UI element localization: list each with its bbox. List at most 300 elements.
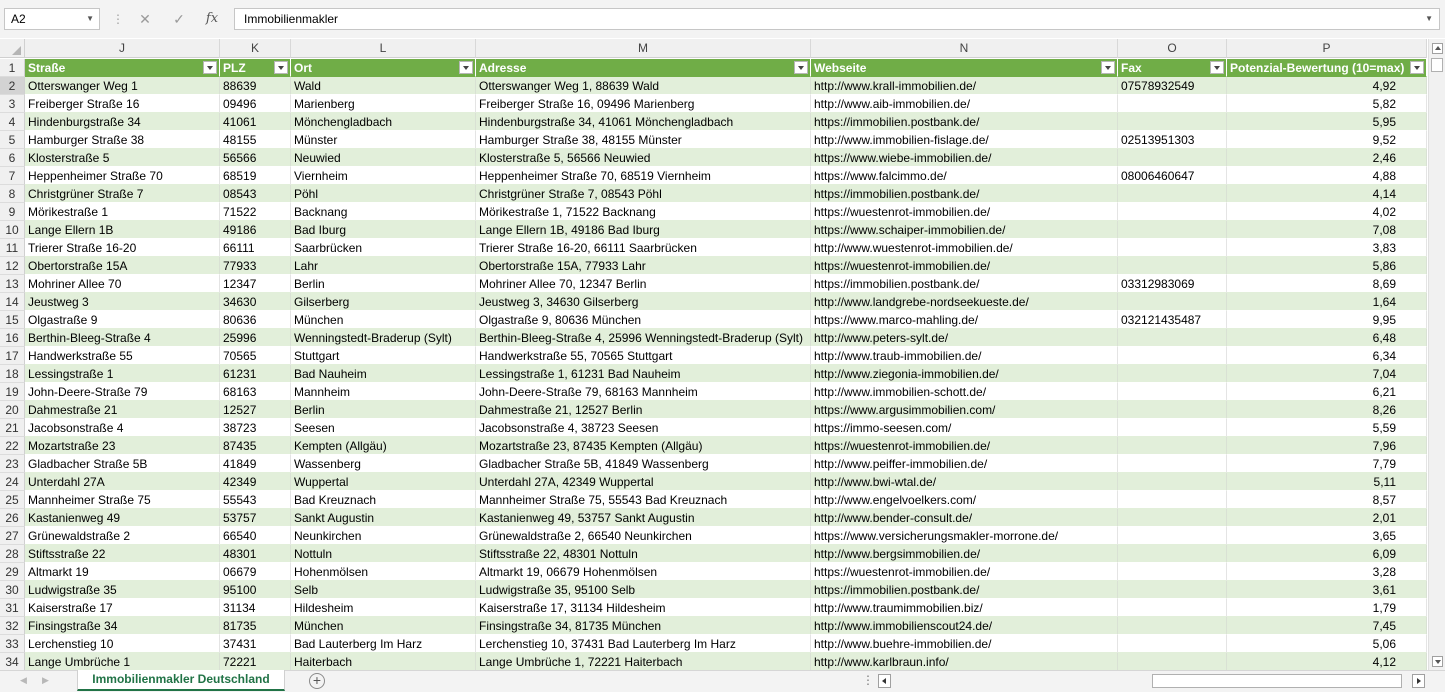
table-cell[interactable]: 08543 bbox=[220, 185, 291, 203]
table-cell[interactable] bbox=[1118, 149, 1227, 167]
table-cell[interactable] bbox=[1118, 221, 1227, 239]
table-cell[interactable]: Mohriner Allee 70 bbox=[25, 275, 220, 293]
table-cell[interactable]: 4,12 bbox=[1227, 653, 1427, 671]
table-cell[interactable]: Mannheim bbox=[291, 383, 476, 401]
table-cell[interactable] bbox=[1118, 509, 1227, 527]
column-header-p[interactable]: P bbox=[1227, 39, 1427, 58]
table-cell[interactable] bbox=[1118, 599, 1227, 617]
row-number[interactable]: 25 bbox=[0, 491, 25, 509]
table-cell[interactable]: https://www.falcimmo.de/ bbox=[811, 167, 1118, 185]
table-cell[interactable]: Berthin-Bleeg-Straße 4 bbox=[25, 329, 220, 347]
table-cell[interactable] bbox=[1118, 293, 1227, 311]
row-number[interactable]: 33 bbox=[0, 635, 25, 653]
column-header-l[interactable]: L bbox=[291, 39, 476, 58]
table-cell[interactable]: 49186 bbox=[220, 221, 291, 239]
table-cell[interactable] bbox=[1118, 329, 1227, 347]
table-cell[interactable]: Bad Kreuznach bbox=[291, 491, 476, 509]
table-cell[interactable]: Trierer Straße 16-20 bbox=[25, 239, 220, 257]
table-cell[interactable]: 9,52 bbox=[1227, 131, 1427, 149]
table-cell[interactable] bbox=[1118, 653, 1227, 671]
table-cell[interactable]: 5,86 bbox=[1227, 257, 1427, 275]
table-cell[interactable]: Kaiserstraße 17, 31134 Hildesheim bbox=[476, 599, 811, 617]
table-cell[interactable]: 8,26 bbox=[1227, 401, 1427, 419]
table-cell[interactable]: Jeustweg 3 bbox=[25, 293, 220, 311]
table-cell[interactable]: https://www.marco-mahling.de/ bbox=[811, 311, 1118, 329]
table-cell[interactable] bbox=[1118, 113, 1227, 131]
table-cell[interactable]: Altmarkt 19, 06679 Hohenmölsen bbox=[476, 563, 811, 581]
table-cell[interactable]: http://www.bergsimmobilien.de/ bbox=[811, 545, 1118, 563]
table-cell[interactable]: Backnang bbox=[291, 203, 476, 221]
table-cell[interactable]: 8,69 bbox=[1227, 275, 1427, 293]
table-cell[interactable]: Unterdahl 27A bbox=[25, 473, 220, 491]
table-cell[interactable]: Seesen bbox=[291, 419, 476, 437]
table-cell[interactable]: 4,14 bbox=[1227, 185, 1427, 203]
table-cell[interactable]: Mohriner Allee 70, 12347 Berlin bbox=[476, 275, 811, 293]
table-cell[interactable]: Lerchenstieg 10 bbox=[25, 635, 220, 653]
row-number[interactable]: 4 bbox=[0, 113, 25, 131]
filter-dropdown-icon[interactable] bbox=[794, 61, 808, 74]
filter-dropdown-icon[interactable] bbox=[1410, 61, 1424, 74]
table-cell[interactable]: 88639 bbox=[220, 77, 291, 95]
table-cell[interactable]: Kempten (Allgäu) bbox=[291, 437, 476, 455]
header-cell[interactable] bbox=[811, 59, 1118, 77]
table-cell[interactable]: Lessingstraße 1 bbox=[25, 365, 220, 383]
table-cell[interactable]: Hamburger Straße 38, 48155 Münster bbox=[476, 131, 811, 149]
column-header-o[interactable]: O bbox=[1118, 39, 1227, 58]
table-cell[interactable]: 3,28 bbox=[1227, 563, 1427, 581]
table-cell[interactable]: München bbox=[291, 311, 476, 329]
row-number[interactable]: 19 bbox=[0, 383, 25, 401]
row-number[interactable]: 24 bbox=[0, 473, 25, 491]
table-cell[interactable]: Ludwigstraße 35, 95100 Selb bbox=[476, 581, 811, 599]
table-cell[interactable] bbox=[1118, 581, 1227, 599]
table-cell[interactable]: 7,79 bbox=[1227, 455, 1427, 473]
row-number[interactable]: 6 bbox=[0, 149, 25, 167]
table-cell[interactable]: https://wuestenrot-immobilien.de/ bbox=[811, 257, 1118, 275]
table-cell[interactable]: Christgrüner Straße 7, 08543 Pöhl bbox=[476, 185, 811, 203]
table-cell[interactable]: 3,65 bbox=[1227, 527, 1427, 545]
filter-dropdown-icon[interactable] bbox=[459, 61, 473, 74]
table-cell[interactable]: https://immobilien.postbank.de/ bbox=[811, 275, 1118, 293]
table-cell[interactable]: 2,01 bbox=[1227, 509, 1427, 527]
table-cell[interactable] bbox=[1118, 95, 1227, 113]
row-number[interactable]: 28 bbox=[0, 545, 25, 563]
row-number[interactable]: 9 bbox=[0, 203, 25, 221]
vertical-scrollbar[interactable] bbox=[1428, 39, 1445, 670]
table-cell[interactable]: Freiberger Straße 16, 09496 Marienberg bbox=[476, 95, 811, 113]
table-cell[interactable] bbox=[1118, 401, 1227, 419]
enter-icon[interactable]: ✓ bbox=[173, 11, 185, 27]
table-cell[interactable] bbox=[1118, 527, 1227, 545]
table-cell[interactable]: Otterswanger Weg 1 bbox=[25, 77, 220, 95]
table-cell[interactable] bbox=[1118, 383, 1227, 401]
table-cell[interactable]: 48301 bbox=[220, 545, 291, 563]
table-cell[interactable]: Finsingstraße 34, 81735 München bbox=[476, 617, 811, 635]
vertical-scroll-thumb[interactable] bbox=[1431, 58, 1443, 72]
table-cell[interactable]: Kastanienweg 49, 53757 Sankt Augustin bbox=[476, 509, 811, 527]
table-cell[interactable]: John-Deere-Straße 79, 68163 Mannheim bbox=[476, 383, 811, 401]
table-cell[interactable]: 66540 bbox=[220, 527, 291, 545]
row-number[interactable]: 32 bbox=[0, 617, 25, 635]
table-cell[interactable]: Neunkirchen bbox=[291, 527, 476, 545]
table-cell[interactable]: 80636 bbox=[220, 311, 291, 329]
scroll-left-icon[interactable] bbox=[878, 674, 891, 688]
table-cell[interactable]: Gilserberg bbox=[291, 293, 476, 311]
table-cell[interactable] bbox=[1118, 545, 1227, 563]
table-cell[interactable]: http://www.peiffer-immobilien.de/ bbox=[811, 455, 1118, 473]
table-cell[interactable]: 7,96 bbox=[1227, 437, 1427, 455]
table-cell[interactable]: Hindenburgstraße 34 bbox=[25, 113, 220, 131]
row-number[interactable]: 7 bbox=[0, 167, 25, 185]
table-cell[interactable]: 38723 bbox=[220, 419, 291, 437]
row-number[interactable]: 31 bbox=[0, 599, 25, 617]
table-cell[interactable]: Lange Umbrüche 1 bbox=[25, 653, 220, 671]
table-cell[interactable]: http://www.traumimmobilien.biz/ bbox=[811, 599, 1118, 617]
table-cell[interactable]: 5,11 bbox=[1227, 473, 1427, 491]
table-cell[interactable]: Wassenberg bbox=[291, 455, 476, 473]
column-header-j[interactable]: J bbox=[25, 39, 220, 58]
table-cell[interactable] bbox=[1118, 437, 1227, 455]
table-cell[interactable]: Bad Nauheim bbox=[291, 365, 476, 383]
table-cell[interactable]: Grünewaldstraße 2 bbox=[25, 527, 220, 545]
table-cell[interactable]: 41849 bbox=[220, 455, 291, 473]
column-header-k[interactable]: K bbox=[220, 39, 291, 58]
table-cell[interactable]: Bad Lauterberg Im Harz bbox=[291, 635, 476, 653]
table-cell[interactable]: http://www.landgrebe-nordseekueste.de/ bbox=[811, 293, 1118, 311]
table-cell[interactable]: http://www.immobilienscout24.de/ bbox=[811, 617, 1118, 635]
row-number[interactable]: 11 bbox=[0, 239, 25, 257]
row-number[interactable]: 20 bbox=[0, 401, 25, 419]
table-cell[interactable]: 6,34 bbox=[1227, 347, 1427, 365]
table-cell[interactable]: 2,46 bbox=[1227, 149, 1427, 167]
table-cell[interactable]: Marienberg bbox=[291, 95, 476, 113]
filter-dropdown-icon[interactable] bbox=[1210, 61, 1224, 74]
table-cell[interactable]: 61231 bbox=[220, 365, 291, 383]
filter-dropdown-icon[interactable] bbox=[1101, 61, 1115, 74]
row-number[interactable]: 34 bbox=[0, 653, 25, 671]
table-cell[interactable]: 72221 bbox=[220, 653, 291, 671]
table-cell[interactable]: 31134 bbox=[220, 599, 291, 617]
table-cell[interactable] bbox=[1118, 635, 1227, 653]
table-cell[interactable]: 55543 bbox=[220, 491, 291, 509]
table-cell[interactable]: https://www.wiebe-immobilien.de/ bbox=[811, 149, 1118, 167]
table-cell[interactable]: 06679 bbox=[220, 563, 291, 581]
table-cell[interactable]: Selb bbox=[291, 581, 476, 599]
row-number[interactable]: 18 bbox=[0, 365, 25, 383]
table-cell[interactable]: Otterswanger Weg 1, 88639 Wald bbox=[476, 77, 811, 95]
table-cell[interactable]: Lange Ellern 1B bbox=[25, 221, 220, 239]
table-cell[interactable] bbox=[1118, 617, 1227, 635]
table-cell[interactable]: 08006460647 bbox=[1118, 167, 1227, 185]
column-header-n[interactable]: N bbox=[811, 39, 1118, 58]
table-cell[interactable]: Wuppertal bbox=[291, 473, 476, 491]
table-cell[interactable]: Unterdahl 27A, 42349 Wuppertal bbox=[476, 473, 811, 491]
table-cell[interactable]: Viernheim bbox=[291, 167, 476, 185]
table-cell[interactable]: 68519 bbox=[220, 167, 291, 185]
table-cell[interactable]: https://immobilien.postbank.de/ bbox=[811, 113, 1118, 131]
table-cell[interactable]: Mannheimer Straße 75 bbox=[25, 491, 220, 509]
row-number[interactable]: 23 bbox=[0, 455, 25, 473]
table-cell[interactable]: Lange Ellern 1B, 49186 Bad Iburg bbox=[476, 221, 811, 239]
table-cell[interactable]: Mörikestraße 1, 71522 Backnang bbox=[476, 203, 811, 221]
formula-input[interactable] bbox=[234, 8, 1440, 30]
table-cell[interactable]: Obertorstraße 15A, 77933 Lahr bbox=[476, 257, 811, 275]
table-cell[interactable]: Christgrüner Straße 7 bbox=[25, 185, 220, 203]
table-cell[interactable]: Hamburger Straße 38 bbox=[25, 131, 220, 149]
table-cell[interactable]: 5,95 bbox=[1227, 113, 1427, 131]
table-cell[interactable] bbox=[1118, 239, 1227, 257]
table-cell[interactable]: 34630 bbox=[220, 293, 291, 311]
table-cell[interactable] bbox=[1118, 473, 1227, 491]
name-box[interactable] bbox=[4, 8, 100, 30]
table-cell[interactable]: Olgastraße 9, 80636 München bbox=[476, 311, 811, 329]
table-cell[interactable]: https://www.versicherungsmakler-morrone.de/ bbox=[811, 527, 1118, 545]
table-cell[interactable]: http://www.peters-sylt.de/ bbox=[811, 329, 1118, 347]
header-cell[interactable] bbox=[291, 59, 476, 77]
table-cell[interactable]: Saarbrücken bbox=[291, 239, 476, 257]
table-cell[interactable]: Bad Iburg bbox=[291, 221, 476, 239]
table-cell[interactable] bbox=[1118, 185, 1227, 203]
table-cell[interactable]: 09496 bbox=[220, 95, 291, 113]
table-cell[interactable]: Haiterbach bbox=[291, 653, 476, 671]
horizontal-scrollbar[interactable] bbox=[878, 674, 1426, 689]
table-cell[interactable]: Sankt Augustin bbox=[291, 509, 476, 527]
table-cell[interactable]: 4,92 bbox=[1227, 77, 1427, 95]
row-number[interactable]: 8 bbox=[0, 185, 25, 203]
header-cell[interactable] bbox=[1118, 59, 1227, 77]
table-cell[interactable]: 7,45 bbox=[1227, 617, 1427, 635]
table-cell[interactable]: Nottuln bbox=[291, 545, 476, 563]
table-cell[interactable]: 6,21 bbox=[1227, 383, 1427, 401]
expand-formula-bar-icon[interactable]: ▼ bbox=[1425, 14, 1433, 23]
table-cell[interactable]: Mannheimer Straße 75, 55543 Bad Kreuznach bbox=[476, 491, 811, 509]
table-cell[interactable]: Hindenburgstraße 34, 41061 Mönchengladbach bbox=[476, 113, 811, 131]
table-cell[interactable]: 68163 bbox=[220, 383, 291, 401]
table-cell[interactable] bbox=[1118, 419, 1227, 437]
table-cell[interactable]: Mörikestraße 1 bbox=[25, 203, 220, 221]
table-cell[interactable]: Berthin-Bleeg-Straße 4, 25996 Wenningstedt-Braderup (Sylt) bbox=[476, 329, 811, 347]
table-cell[interactable]: Obertorstraße 15A bbox=[25, 257, 220, 275]
table-cell[interactable]: Stiftsstraße 22, 48301 Nottuln bbox=[476, 545, 811, 563]
table-cell[interactable]: https://immo-seesen.com/ bbox=[811, 419, 1118, 437]
table-cell[interactable]: 4,02 bbox=[1227, 203, 1427, 221]
table-cell[interactable]: Wenningstedt-Braderup (Sylt) bbox=[291, 329, 476, 347]
table-cell[interactable]: http://www.ziegonia-immobilien.de/ bbox=[811, 365, 1118, 383]
row-number[interactable]: 21 bbox=[0, 419, 25, 437]
table-cell[interactable]: https://wuestenrot-immobilien.de/ bbox=[811, 203, 1118, 221]
table-cell[interactable]: Finsingstraße 34 bbox=[25, 617, 220, 635]
table-cell[interactable] bbox=[1118, 203, 1227, 221]
table-cell[interactable]: https://www.schaiper-immobilien.de/ bbox=[811, 221, 1118, 239]
table-cell[interactable]: Gladbacher Straße 5B, 41849 Wassenberg bbox=[476, 455, 811, 473]
table-cell[interactable]: Dahmestraße 21 bbox=[25, 401, 220, 419]
table-cell[interactable]: 87435 bbox=[220, 437, 291, 455]
table-cell[interactable]: Grünewaldstraße 2, 66540 Neunkirchen bbox=[476, 527, 811, 545]
table-cell[interactable]: 42349 bbox=[220, 473, 291, 491]
table-cell[interactable]: http://www.bender-consult.de/ bbox=[811, 509, 1118, 527]
tab-split-handle-icon[interactable]: ⋮ bbox=[862, 673, 875, 687]
sheet-tab-immobilienmakler-deutschland[interactable]: Immobilienmakler Deutschland bbox=[77, 670, 285, 691]
header-cell[interactable] bbox=[220, 59, 291, 77]
row-number[interactable]: 27 bbox=[0, 527, 25, 545]
table-cell[interactable]: Lahr bbox=[291, 257, 476, 275]
table-cell[interactable]: Jeustweg 3, 34630 Gilserberg bbox=[476, 293, 811, 311]
table-cell[interactable]: http://www.engelvoelkers.com/ bbox=[811, 491, 1118, 509]
table-cell[interactable]: 03312983069 bbox=[1118, 275, 1227, 293]
table-cell[interactable] bbox=[1118, 347, 1227, 365]
table-cell[interactable]: http://www.aib-immobilien.de/ bbox=[811, 95, 1118, 113]
table-cell[interactable]: Heppenheimer Straße 70, 68519 Viernheim bbox=[476, 167, 811, 185]
table-cell[interactable]: Lerchenstieg 10, 37431 Bad Lauterberg Im Harz bbox=[476, 635, 811, 653]
horizontal-scroll-thumb[interactable] bbox=[1152, 674, 1402, 688]
header-cell[interactable] bbox=[476, 59, 811, 77]
table-cell[interactable]: Handwerkstraße 55, 70565 Stuttgart bbox=[476, 347, 811, 365]
table-cell[interactable] bbox=[1118, 365, 1227, 383]
table-cell[interactable]: http://www.immobilien-fislage.de/ bbox=[811, 131, 1118, 149]
table-cell[interactable]: Lange Umbrüche 1, 72221 Haiterbach bbox=[476, 653, 811, 671]
table-cell[interactable]: Stiftsstraße 22 bbox=[25, 545, 220, 563]
table-cell[interactable]: John-Deere-Straße 79 bbox=[25, 383, 220, 401]
table-cell[interactable]: 25996 bbox=[220, 329, 291, 347]
table-cell[interactable] bbox=[1118, 563, 1227, 581]
cancel-icon[interactable]: ✕ bbox=[139, 11, 151, 27]
table-cell[interactable]: Münster bbox=[291, 131, 476, 149]
table-cell[interactable]: 12527 bbox=[220, 401, 291, 419]
table-cell[interactable]: Gladbacher Straße 5B bbox=[25, 455, 220, 473]
table-cell[interactable]: Klosterstraße 5 bbox=[25, 149, 220, 167]
table-cell[interactable]: http://www.krall-immobilien.de/ bbox=[811, 77, 1118, 95]
scroll-up-icon[interactable] bbox=[1432, 43, 1443, 54]
row-number[interactable]: 5 bbox=[0, 131, 25, 149]
table-cell[interactable]: Mozartstraße 23 bbox=[25, 437, 220, 455]
add-sheet-icon[interactable]: + bbox=[309, 673, 325, 689]
table-cell[interactable]: Jacobsonstraße 4 bbox=[25, 419, 220, 437]
table-cell[interactable]: https://wuestenrot-immobilien.de/ bbox=[811, 437, 1118, 455]
table-cell[interactable]: 7,08 bbox=[1227, 221, 1427, 239]
table-cell[interactable]: 3,61 bbox=[1227, 581, 1427, 599]
table-cell[interactable]: 1,79 bbox=[1227, 599, 1427, 617]
scroll-right-icon[interactable] bbox=[1412, 674, 1425, 688]
row-number[interactable]: 2 bbox=[0, 77, 25, 95]
table-cell[interactable]: 1,64 bbox=[1227, 293, 1427, 311]
table-cell[interactable]: Hildesheim bbox=[291, 599, 476, 617]
table-cell[interactable]: 07578932549 bbox=[1118, 77, 1227, 95]
select-all-button[interactable] bbox=[0, 39, 25, 58]
column-header-m[interactable]: M bbox=[476, 39, 811, 58]
row-number[interactable]: 3 bbox=[0, 95, 25, 113]
row-number[interactable]: 22 bbox=[0, 437, 25, 455]
previous-sheet-icon[interactable]: ◀ bbox=[20, 675, 27, 685]
table-cell[interactable]: Pöhl bbox=[291, 185, 476, 203]
table-cell[interactable]: 3,83 bbox=[1227, 239, 1427, 257]
table-cell[interactable]: 48155 bbox=[220, 131, 291, 149]
table-cell[interactable]: http://www.buehre-immobilien.de/ bbox=[811, 635, 1118, 653]
table-cell[interactable]: 81735 bbox=[220, 617, 291, 635]
table-cell[interactable]: München bbox=[291, 617, 476, 635]
table-cell[interactable]: Heppenheimer Straße 70 bbox=[25, 167, 220, 185]
row-number[interactable]: 13 bbox=[0, 275, 25, 293]
name-box-dropdown-icon[interactable]: ▼ bbox=[86, 14, 94, 23]
table-cell[interactable]: 41061 bbox=[220, 113, 291, 131]
table-cell[interactable]: Wald bbox=[291, 77, 476, 95]
row-number[interactable]: 30 bbox=[0, 581, 25, 599]
table-cell[interactable]: https://wuestenrot-immobilien.de/ bbox=[811, 563, 1118, 581]
row-number[interactable]: 15 bbox=[0, 311, 25, 329]
table-cell[interactable]: 71522 bbox=[220, 203, 291, 221]
filter-dropdown-icon[interactable] bbox=[203, 61, 217, 74]
table-cell[interactable]: Berlin bbox=[291, 275, 476, 293]
table-cell[interactable]: Kastanienweg 49 bbox=[25, 509, 220, 527]
table-cell[interactable]: 5,59 bbox=[1227, 419, 1427, 437]
table-cell[interactable]: 4,88 bbox=[1227, 167, 1427, 185]
table-cell[interactable]: 7,04 bbox=[1227, 365, 1427, 383]
table-cell[interactable] bbox=[1118, 491, 1227, 509]
table-cell[interactable]: 66111 bbox=[220, 239, 291, 257]
table-cell[interactable]: Jacobsonstraße 4, 38723 Seesen bbox=[476, 419, 811, 437]
table-cell[interactable]: 37431 bbox=[220, 635, 291, 653]
table-cell[interactable]: 77933 bbox=[220, 257, 291, 275]
row-number[interactable]: 10 bbox=[0, 221, 25, 239]
table-cell[interactable]: Hohenmölsen bbox=[291, 563, 476, 581]
table-cell[interactable]: https://www.argusimmobilien.com/ bbox=[811, 401, 1118, 419]
next-sheet-icon[interactable]: ▶ bbox=[42, 675, 49, 685]
table-cell[interactable]: http://www.bwi-wtal.de/ bbox=[811, 473, 1118, 491]
scroll-down-icon[interactable] bbox=[1432, 656, 1443, 667]
table-cell[interactable]: Neuwied bbox=[291, 149, 476, 167]
table-cell[interactable]: https://immobilien.postbank.de/ bbox=[811, 185, 1118, 203]
insert-function-icon[interactable]: fx bbox=[205, 11, 219, 26]
table-cell[interactable]: Handwerkstraße 55 bbox=[25, 347, 220, 365]
table-cell[interactable]: https://immobilien.postbank.de/ bbox=[811, 581, 1118, 599]
table-cell[interactable]: 8,57 bbox=[1227, 491, 1427, 509]
table-cell[interactable]: 032121435487 bbox=[1118, 311, 1227, 329]
row-number[interactable]: 16 bbox=[0, 329, 25, 347]
table-cell[interactable]: Altmarkt 19 bbox=[25, 563, 220, 581]
table-cell[interactable]: 70565 bbox=[220, 347, 291, 365]
table-cell[interactable]: http://www.immobilien-schott.de/ bbox=[811, 383, 1118, 401]
table-cell[interactable]: 6,48 bbox=[1227, 329, 1427, 347]
table-cell[interactable]: 12347 bbox=[220, 275, 291, 293]
table-cell[interactable]: Kaiserstraße 17 bbox=[25, 599, 220, 617]
table-cell[interactable]: Olgastraße 9 bbox=[25, 311, 220, 329]
table-cell[interactable]: http://www.wuestenrot-immobilien.de/ bbox=[811, 239, 1118, 257]
table-cell[interactable]: Freiberger Straße 16 bbox=[25, 95, 220, 113]
table-cell[interactable]: 5,82 bbox=[1227, 95, 1427, 113]
table-cell[interactable]: Stuttgart bbox=[291, 347, 476, 365]
row-number[interactable]: 1 bbox=[0, 59, 25, 77]
table-cell[interactable] bbox=[1118, 257, 1227, 275]
row-number[interactable]: 14 bbox=[0, 293, 25, 311]
row-number[interactable]: 26 bbox=[0, 509, 25, 527]
table-cell[interactable]: Berlin bbox=[291, 401, 476, 419]
table-cell[interactable]: Lessingstraße 1, 61231 Bad Nauheim bbox=[476, 365, 811, 383]
table-cell[interactable] bbox=[1118, 455, 1227, 473]
table-cell[interactable]: Ludwigstraße 35 bbox=[25, 581, 220, 599]
table-cell[interactable]: Mönchengladbach bbox=[291, 113, 476, 131]
table-cell[interactable]: Trierer Straße 16-20, 66111 Saarbrücken bbox=[476, 239, 811, 257]
table-cell[interactable]: 53757 bbox=[220, 509, 291, 527]
header-cell[interactable] bbox=[25, 59, 220, 77]
table-cell[interactable]: http://www.karlbraun.info/ bbox=[811, 653, 1118, 671]
filter-dropdown-icon[interactable] bbox=[274, 61, 288, 74]
table-cell[interactable]: 95100 bbox=[220, 581, 291, 599]
table-cell[interactable]: 02513951303 bbox=[1118, 131, 1227, 149]
row-number[interactable]: 17 bbox=[0, 347, 25, 365]
table-cell[interactable]: Mozartstraße 23, 87435 Kempten (Allgäu) bbox=[476, 437, 811, 455]
table-cell[interactable]: 5,06 bbox=[1227, 635, 1427, 653]
row-number[interactable]: 12 bbox=[0, 257, 25, 275]
table-cell[interactable]: 56566 bbox=[220, 149, 291, 167]
